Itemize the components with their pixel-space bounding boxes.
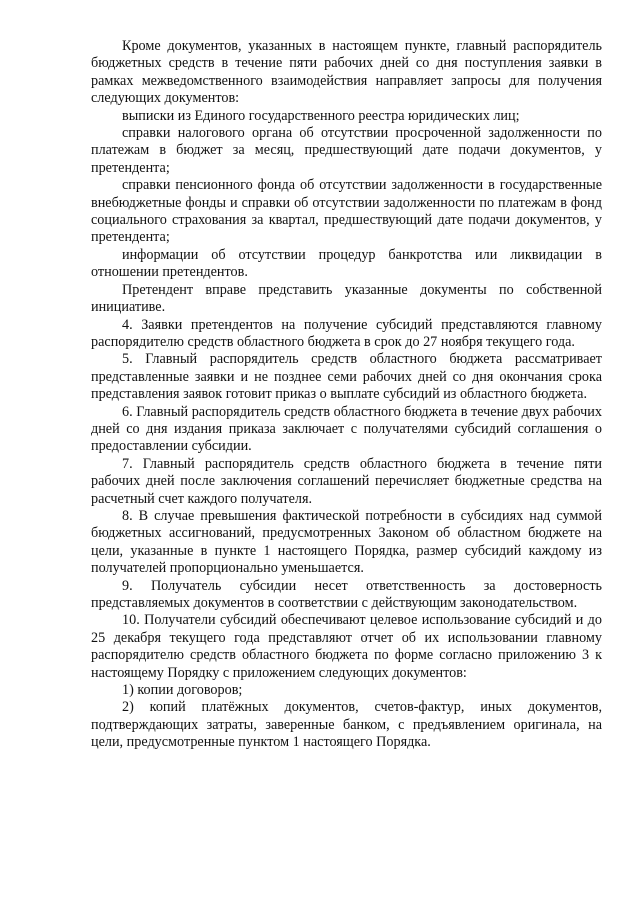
clause-5: 5. Главный распорядитель средств областного бюджета рассматривает представленные заявки и не позднее семи рабочих дней со дня окончания срока представления заявок готовит приказ о выплате субсидий из областного бюджета. [91,351,602,403]
clause-10: 10. Получатели субсидий обеспечивают целевое использование субсидий и до 25 декабря текущего года представляют отчет об их использовании главному распорядителю средств областного бюджета по форме согласно приложению 3 к настоящему Порядку с приложением следующих документов: [91,612,602,681]
clause-9: 9. Получатель субсидии несет ответственность за достоверность представляемых документов в соответствии с действующим законодательством. [91,577,602,611]
list-item-egrul-extract: выписки из Единого государственного реестра юридических лиц; [122,107,520,124]
clause-6: 6. Главный распорядитель средств областного бюджета в течение двух рабочих дней со дня издания приказа заключает с получателями субсидий соглашения о предоставлении субсидии. [91,403,602,455]
paragraph-documents-request: Кроме документов, указанных в настоящем пункте, главный распорядитель бюджетных средств в течение пяти рабочих дней со дня поступления заявки в рамках межведомственного взаимодействия направляет запросы для получения следующих документов: [91,38,602,107]
clause-7: 7. Главный распорядитель средств областного бюджета в течение пяти рабочих дней после заключения соглашений перечисляет бюджетные средства на расчетный счет каждого получателя. [91,455,602,507]
list-item-contract-copies: 1) копии договоров; [122,682,243,699]
paragraph-own-initiative: Претендент вправе представить указанные документы по собственной инициативе. [91,281,602,316]
clause-8: 8. В случае превышения фактической потребности в субсидиях над суммой бюджетных ассигнований, предусмотренных Законом об областном бюджете на цели, указанные в пункте 1 настоящего Порядка, размер субсидий каждому из получателей пропорционально уменьшается. [91,507,602,577]
list-item-pension-fund-certificate: справки пенсионного фонда об отсутствии задолженности в государственные внебюджетные фонды и справки об отсутствии задолженности по платежам в фонд социального страхования за квартал, предшествующий дате подачи документов, у претендента; [91,177,602,246]
list-item-payment-documents: 2) копий платёжных документов, счетов-фактур, иных документов, подтверждающих затраты, заверенные банком, с предъявлением оригинала, на цели, предусмотренные пунктом 1 настоящего Порядка. [91,699,602,751]
list-item-tax-certificate: справки налогового органа об отсутствии просроченной задолженности по платежам в бюджет за месяц, предшествующий дате подачи документов, у претендента; [91,125,602,176]
list-item-bankruptcy-info: информации об отсутствии процедур банкротства или ликвидации в отношении претендентов. [91,246,602,281]
clause-4: 4. Заявки претендентов на получение субсидий представляются главному распорядителю средств областного бюджета в срок до 27 ноября текущего года. [91,316,602,350]
